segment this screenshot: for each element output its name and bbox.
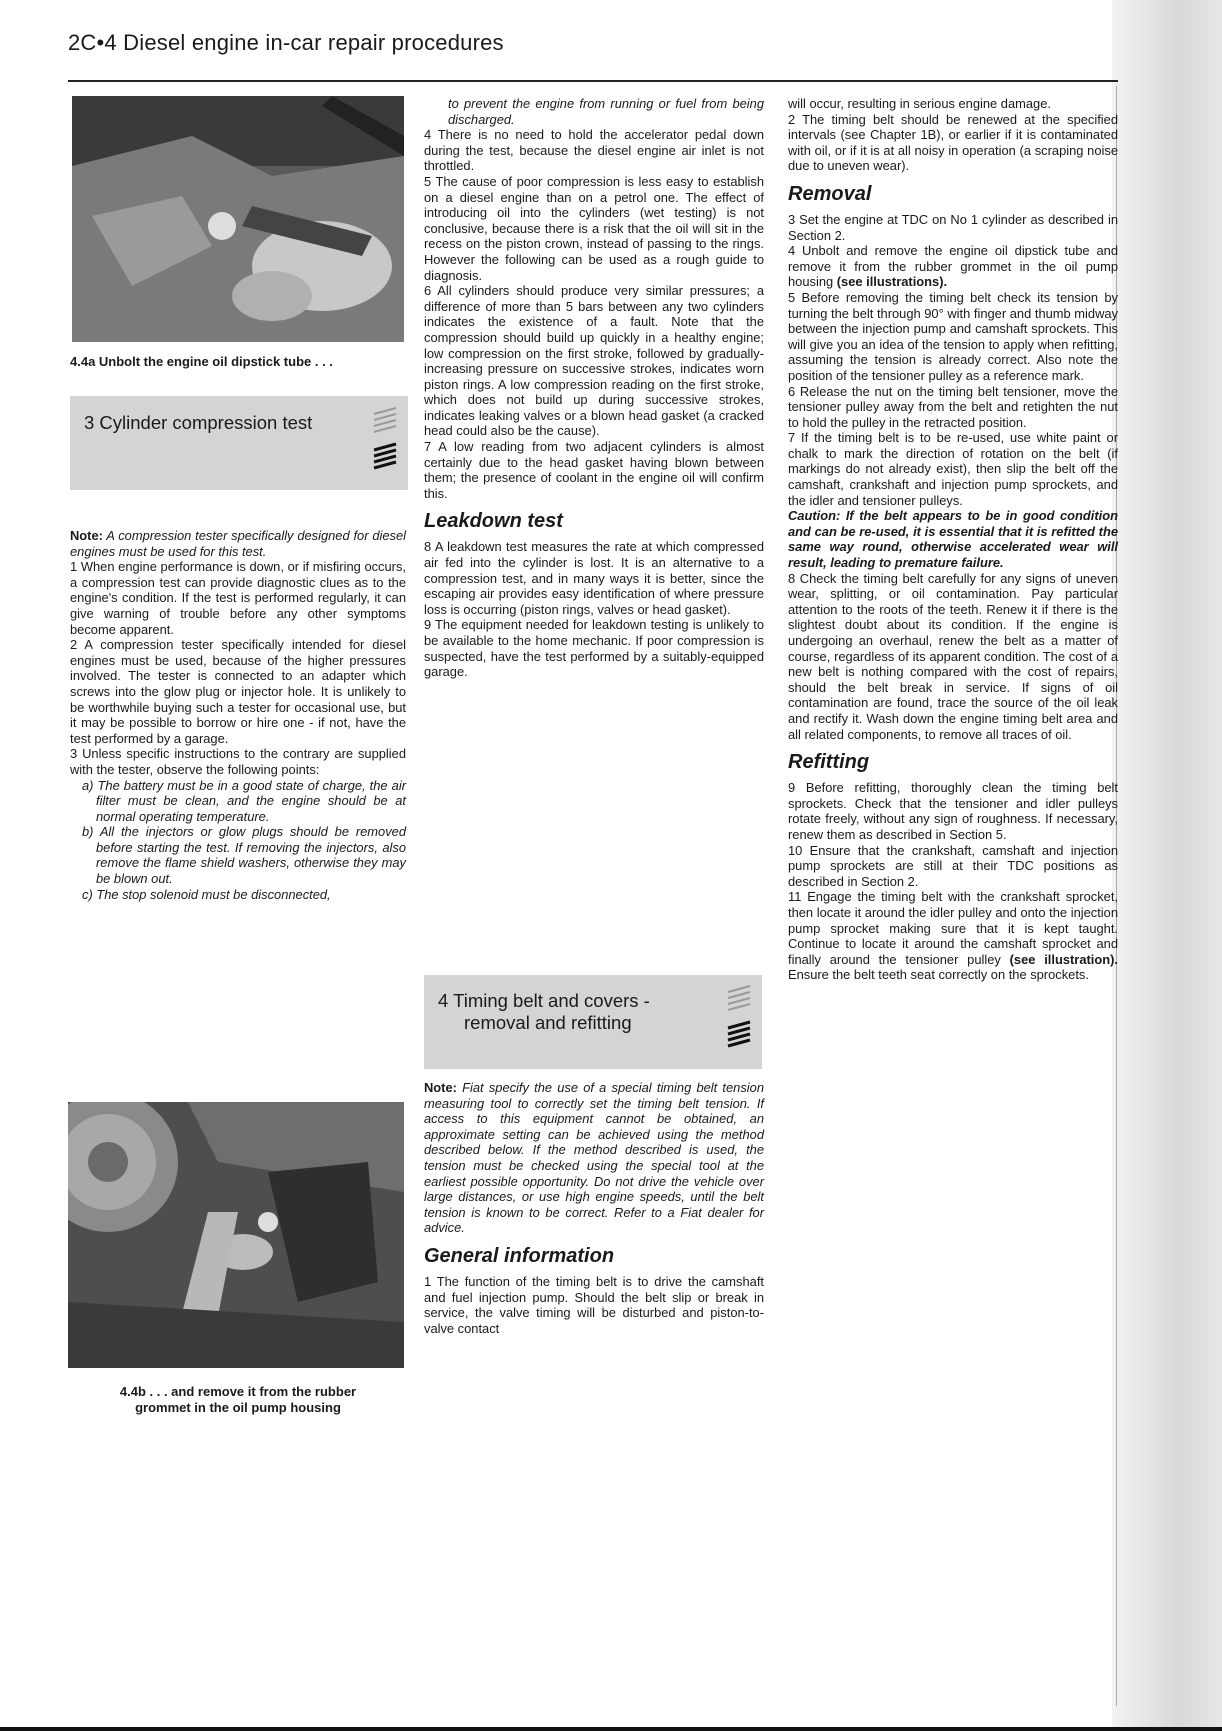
column-1 <box>70 528 406 902</box>
paragraph-9: 9 Before refitting, thoroughly clean the timing belt sprockets. Check that the tensioner and idler pulleys rotate freely, without any sign of roughness. If necessary, renew them as described in Section 5. <box>788 780 1118 842</box>
note-text: Fiat specify the use of a special timing belt tension measuring tool to correctly set the timing belt tension. If access to this equipment cannot be obtained, an approximate setting can be achieved using the method described below. If the method described is used, the tension must be checked using the special tool at the earliest possible opportunity. Do not drive the vehicle over large distances, or use high engine speeds, until the belt tension is known to be correct. Refer to a Fiat dealer for advice. <box>424 1080 764 1236</box>
paragraph-2: 2 A compression tester specifically intended for diesel engines must be used, because of the higher pressures involved. The tester is connected to an adapter which screws into the glow plug or injector hole. It is unlikely to be worthwhile buying such a tester for occasional use, but it may be possible to borrow or hire one - if not, have the test performed by a garage. <box>70 637 406 746</box>
paragraph-4 <box>788 243 1118 290</box>
section-4-title-line1: 4 Timing belt and covers - <box>438 990 650 1011</box>
paragraph-6: 6 Release the nut on the timing belt tensioner, move the tensioner pulley away from the belt and retighten the nut to hold the pulley in the retracted position. <box>788 383 1118 430</box>
photo-caption-4-4b-line1: 4.4b . . . and remove it from the rubber <box>119 1384 357 1399</box>
heading-leakdown-test: Leakdown test <box>424 510 563 533</box>
paragraph-11-end: Ensure the belt teeth seat correctly on the sprockets. <box>788 967 1089 983</box>
illustration-ref: (see illustration). <box>1009 951 1118 967</box>
column-3 <box>788 96 1118 983</box>
paragraph-11 <box>788 889 1118 983</box>
list-item-c: c) The stop solenoid must be disconnected, <box>82 886 331 902</box>
paragraph-7: 7 If the timing belt is to be re-used, use white paint or chalk to mark the direction of rotation on the belt (if markings do not already exist), then slip the belt off the camshaft, crankshaft and injection pump sprockets, and the idler and tensioner pulleys. <box>788 430 1118 508</box>
paragraph-1: 1 When engine performance is down, or if misfiring occurs, a compression test can provide diagnostic clues as to the engine's condition. If the test is performed regularly, it can give warning of trouble before any other symptoms become apparent. <box>70 559 406 637</box>
note-label: Note: <box>70 528 103 543</box>
spanner-rating-icon <box>368 404 402 480</box>
page-bottom-rule <box>0 1727 1222 1731</box>
paragraph-8: 8 A leakdown test measures the rate at which compressed air fed into the cylinder is lost. It is an alternative to a compression test, and in many ways it is better, since the escaping air provides easy identification of where pressure loss is occurring (piston rings, valves or head gasket). <box>424 539 764 617</box>
note-text: A compression tester specifically designed for diesel engines must be used for this test. <box>70 528 406 559</box>
page-edge-shadow <box>1112 0 1222 1731</box>
caution-text: Caution: If the belt appears to be in good condition and can be re-used, it is essential that it is refitted the same way round, otherwise accelerated wear will result, leading to premature failure. <box>788 508 1118 571</box>
photo-caption-4-4b-line2: grommet in the oil pump housing <box>135 1400 341 1415</box>
paragraph-3: 3 Unless specific instructions to the contrary are supplied with the tester, observe the following points: <box>70 746 406 777</box>
photo-dipstick-tube <box>72 96 404 342</box>
paragraph-2: 2 The timing belt should be renewed at the specified intervals (see Chapter 1B), or earlier if it is contaminated with oil, or if it is at all noisy in operation (a scraping noise due to uneven wear). <box>788 111 1118 174</box>
column-2-lower <box>424 1080 764 1336</box>
spanner-rating-icon <box>722 982 756 1058</box>
paragraph-4-text: 4 Unbolt and remove the engine oil dipstick tube and remove it from the rubber grommet in the oil pump housing <box>788 243 1118 290</box>
photo-caption-4-4a: 4.4a Unbolt the engine oil dipstick tube . . . <box>70 354 333 369</box>
continued-text: to prevent the engine from running or fuel from being discharged. <box>448 96 764 127</box>
section-3-heading-box <box>70 396 408 490</box>
paragraph-7: 7 A low reading from two adjacent cylinders is almost certainly due to the head gasket having blown between them; the presence of coolant in the engine oil will confirm this. <box>424 439 764 501</box>
paragraph-8: 8 Check the timing belt carefully for any signs of uneven wear, splitting, or oil contamination. Pay particular attention to the roots of the teeth. Renew it if there is the slightest doubt about its condition. If the engine is undergoing an overhaul, renew the belt as a matter of course, regardless of its apparent condition. The cost of a new belt is nothing compared with the cost of repairs, should the belt break in service. If signs of oil contamination are found, trace the source of the oil leak and rectify it. Wash down the engine timing belt area and all related components, to remove all traces of oil. <box>788 570 1118 742</box>
section-4-title-line2: removal and refitting <box>464 1012 632 1033</box>
section-4-title <box>438 990 650 1034</box>
paragraph-10: 10 Ensure that the crankshaft, camshaft and injection pump sprockets are still at their TDC positions as described in Section 2. <box>788 842 1118 889</box>
paragraph-5: 5 The cause of poor compression is less easy to establish on a diesel engine than on a petrol one. The effect of introducing oil into the cylinders (wet testing) is not conclusive, because there is a risk that the oil will sit in the recess on the piston crown, instead of passing to the rings. However the following can be used as a rough guide to diagnosis. <box>424 173 764 283</box>
list-item-b: b) All the injectors or glow plugs should be removed before starting the test. If removing the injectors, also remove the flame shield washers, otherwise they may be blown out. <box>82 824 406 887</box>
continued-text: will occur, resulting in serious engine damage. <box>788 96 1051 111</box>
list-item-a: a) The battery must be in a good state of charge, the air filter must be clean, and the engine should be at normal operating temperature. <box>82 777 406 824</box>
paragraph-11-text: 11 Engage the timing belt with the crankshaft sprocket, then locate it around the idler pulley and onto the injection pump sprocket making sure that it is kept taught. Continue to locate it around the camshaft sprocket and finally around the tensioner pulley <box>788 889 1118 967</box>
paragraph-5: 5 Before removing the timing belt check its tension by turning the belt through 90° with finger and thumb midway between the injection pump and camshaft sprockets. This will give you an idea of the tension to apply when refitting, assuming the tension is already correct. Also note the position of the tensioner pulley as a reference mark. <box>788 289 1118 383</box>
paragraph-4: 4 There is no need to hold the accelerator pedal down during the test, because the diesel engine air inlet is not throttled. <box>424 127 764 174</box>
heading-general-information: General information <box>424 1244 615 1267</box>
column-2 <box>424 96 764 680</box>
heading-refitting: Refitting <box>788 751 870 774</box>
heading-removal: Removal <box>788 182 872 205</box>
paragraph-general-1: 1 The function of the timing belt is to drive the camshaft and fuel injection pump. Should the belt slip or break in service, the valve timing will be disturbed and piston-to-valve contact <box>424 1273 764 1336</box>
paragraph-6: 6 All cylinders should produce very similar pressures; a difference of more than 5 bars between any two cylinders indicates the existence of a fault. Note that the compression should build up quickly in a healthy engine; low compression on the first stroke, followed by gradually-increasing pressure on successive strokes, indicates worn piston rings. A low compression reading on the first stroke, which does not build up during successive strokes, indicates leaking valves or a blown head gasket (a cracked head could also be the cause). <box>424 283 764 439</box>
paragraph-9: 9 The equipment needed for leakdown testing is unlikely to be available to the home mechanic. If poor compression is suspected, have the test performed by a suitably-equipped garage. <box>424 617 764 680</box>
illustration-ref: (see illustrations). <box>836 274 948 290</box>
photo-caption-4-4b <box>82 1384 394 1416</box>
header-rule <box>68 80 1118 82</box>
note-label: Note: <box>424 1080 457 1095</box>
paragraph-3: 3 Set the engine at TDC on No 1 cylinder as described in Section 2. <box>788 211 1118 243</box>
page-header: 2C•4 Diesel engine in-car repair procedures <box>68 30 504 55</box>
photo-rubber-grommet <box>68 1102 404 1368</box>
section-3-title: 3 Cylinder compression test <box>84 412 313 433</box>
